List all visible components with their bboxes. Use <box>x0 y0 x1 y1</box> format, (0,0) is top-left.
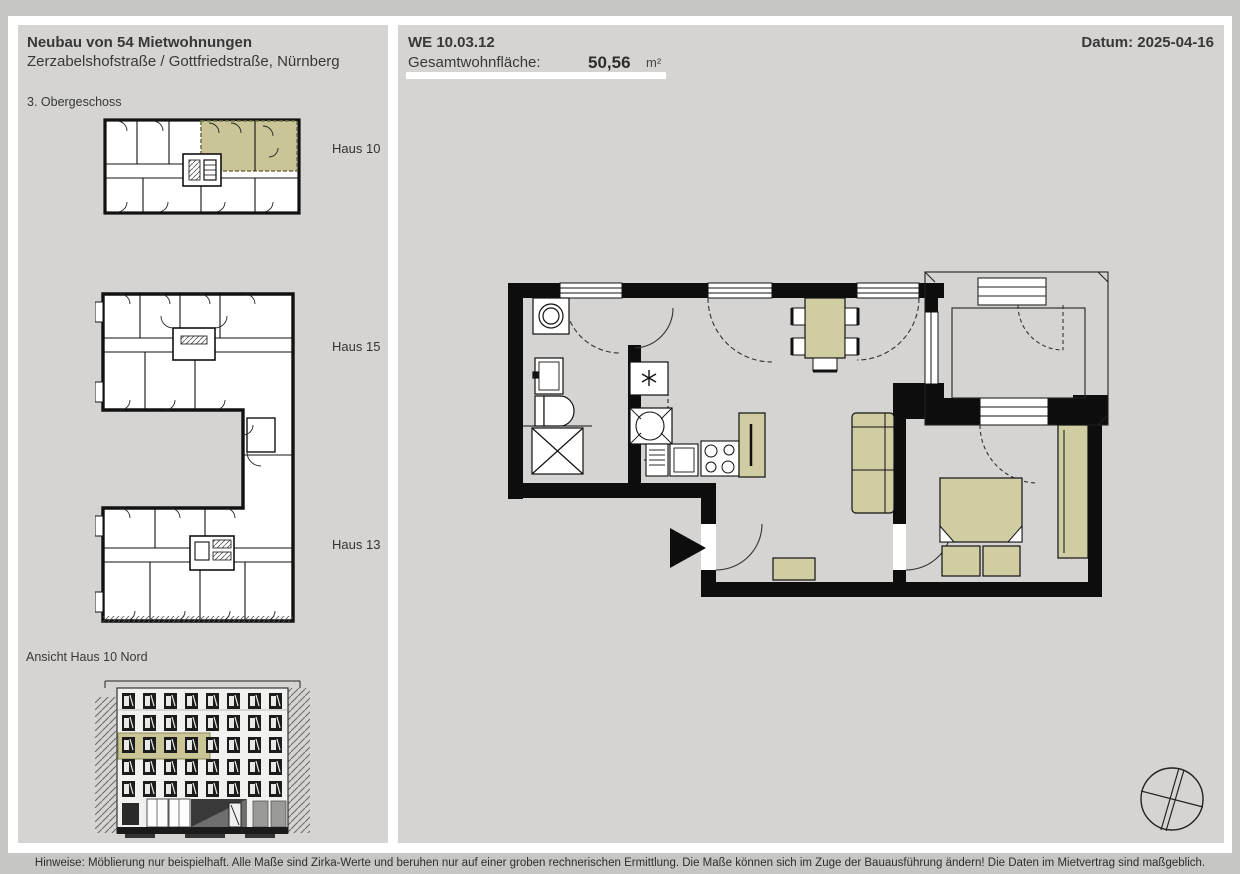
hall-wardrobe <box>532 428 583 474</box>
date-stamp <box>1081 34 1214 51</box>
north-arrow-icon <box>1134 761 1212 839</box>
date-value: 2025-04-16 <box>1137 34 1214 51</box>
entrance-arrow <box>670 528 706 568</box>
project-address: Zerzabelshofstraße / Gottfriedstraße, Nürnberg <box>27 53 340 70</box>
area-row <box>408 53 708 73</box>
unit-plan-panel <box>398 25 1224 843</box>
haus-10-miniplan <box>103 118 301 215</box>
site-overview-panel <box>18 25 388 843</box>
ground-floor <box>122 799 286 827</box>
bedroom-wardrobe <box>1058 425 1088 558</box>
date-label: Datum: <box>1081 34 1134 51</box>
bathroom-fixtures <box>523 298 592 426</box>
neighbor-hatch-left <box>95 697 117 833</box>
stair-core-haus13 <box>190 536 234 570</box>
base-strip <box>117 827 288 834</box>
neighbor-hatch-right <box>288 688 310 833</box>
stair-core <box>183 154 221 186</box>
sofa <box>852 413 894 513</box>
apartment-floor-plan <box>502 262 1117 607</box>
sideboard <box>773 558 815 580</box>
drawing-sheet <box>8 16 1232 853</box>
dining-set <box>792 298 858 371</box>
building-label-haus15: Haus 15 <box>332 339 381 354</box>
project-title: Neubau von 54 Mietwohnungen <box>27 34 253 51</box>
area-unit: m² <box>646 55 662 70</box>
unit-id: WE 10.03.12 <box>408 34 495 51</box>
floor-label: 3. Obergeschoss <box>27 95 122 109</box>
haus-15-13-miniplan <box>95 290 300 625</box>
kitchen <box>630 362 765 477</box>
elevation-title: Ansicht Haus 10 Nord <box>26 650 148 664</box>
area-value: 50,56 <box>588 53 631 72</box>
building-label-haus13: Haus 13 <box>332 537 381 552</box>
building-label-haus10: Haus 10 <box>332 141 381 156</box>
area-label: Gesamtwohnfläche: <box>408 54 541 71</box>
elevation-drawing <box>95 675 310 843</box>
disclaimer-note: Hinweise: Möblierung nur beispielhaft. Alle Maße sind Zirka-Werte und beruhen nur auf einer groben rechnerischen Ermittlung. Die Maße können sich im Zuge der Bauausführung ändern! Die Daten im Mietvertrag sind maßgeblich. <box>34 857 1206 869</box>
area-underline-bar <box>406 72 666 79</box>
bed <box>940 478 1022 576</box>
